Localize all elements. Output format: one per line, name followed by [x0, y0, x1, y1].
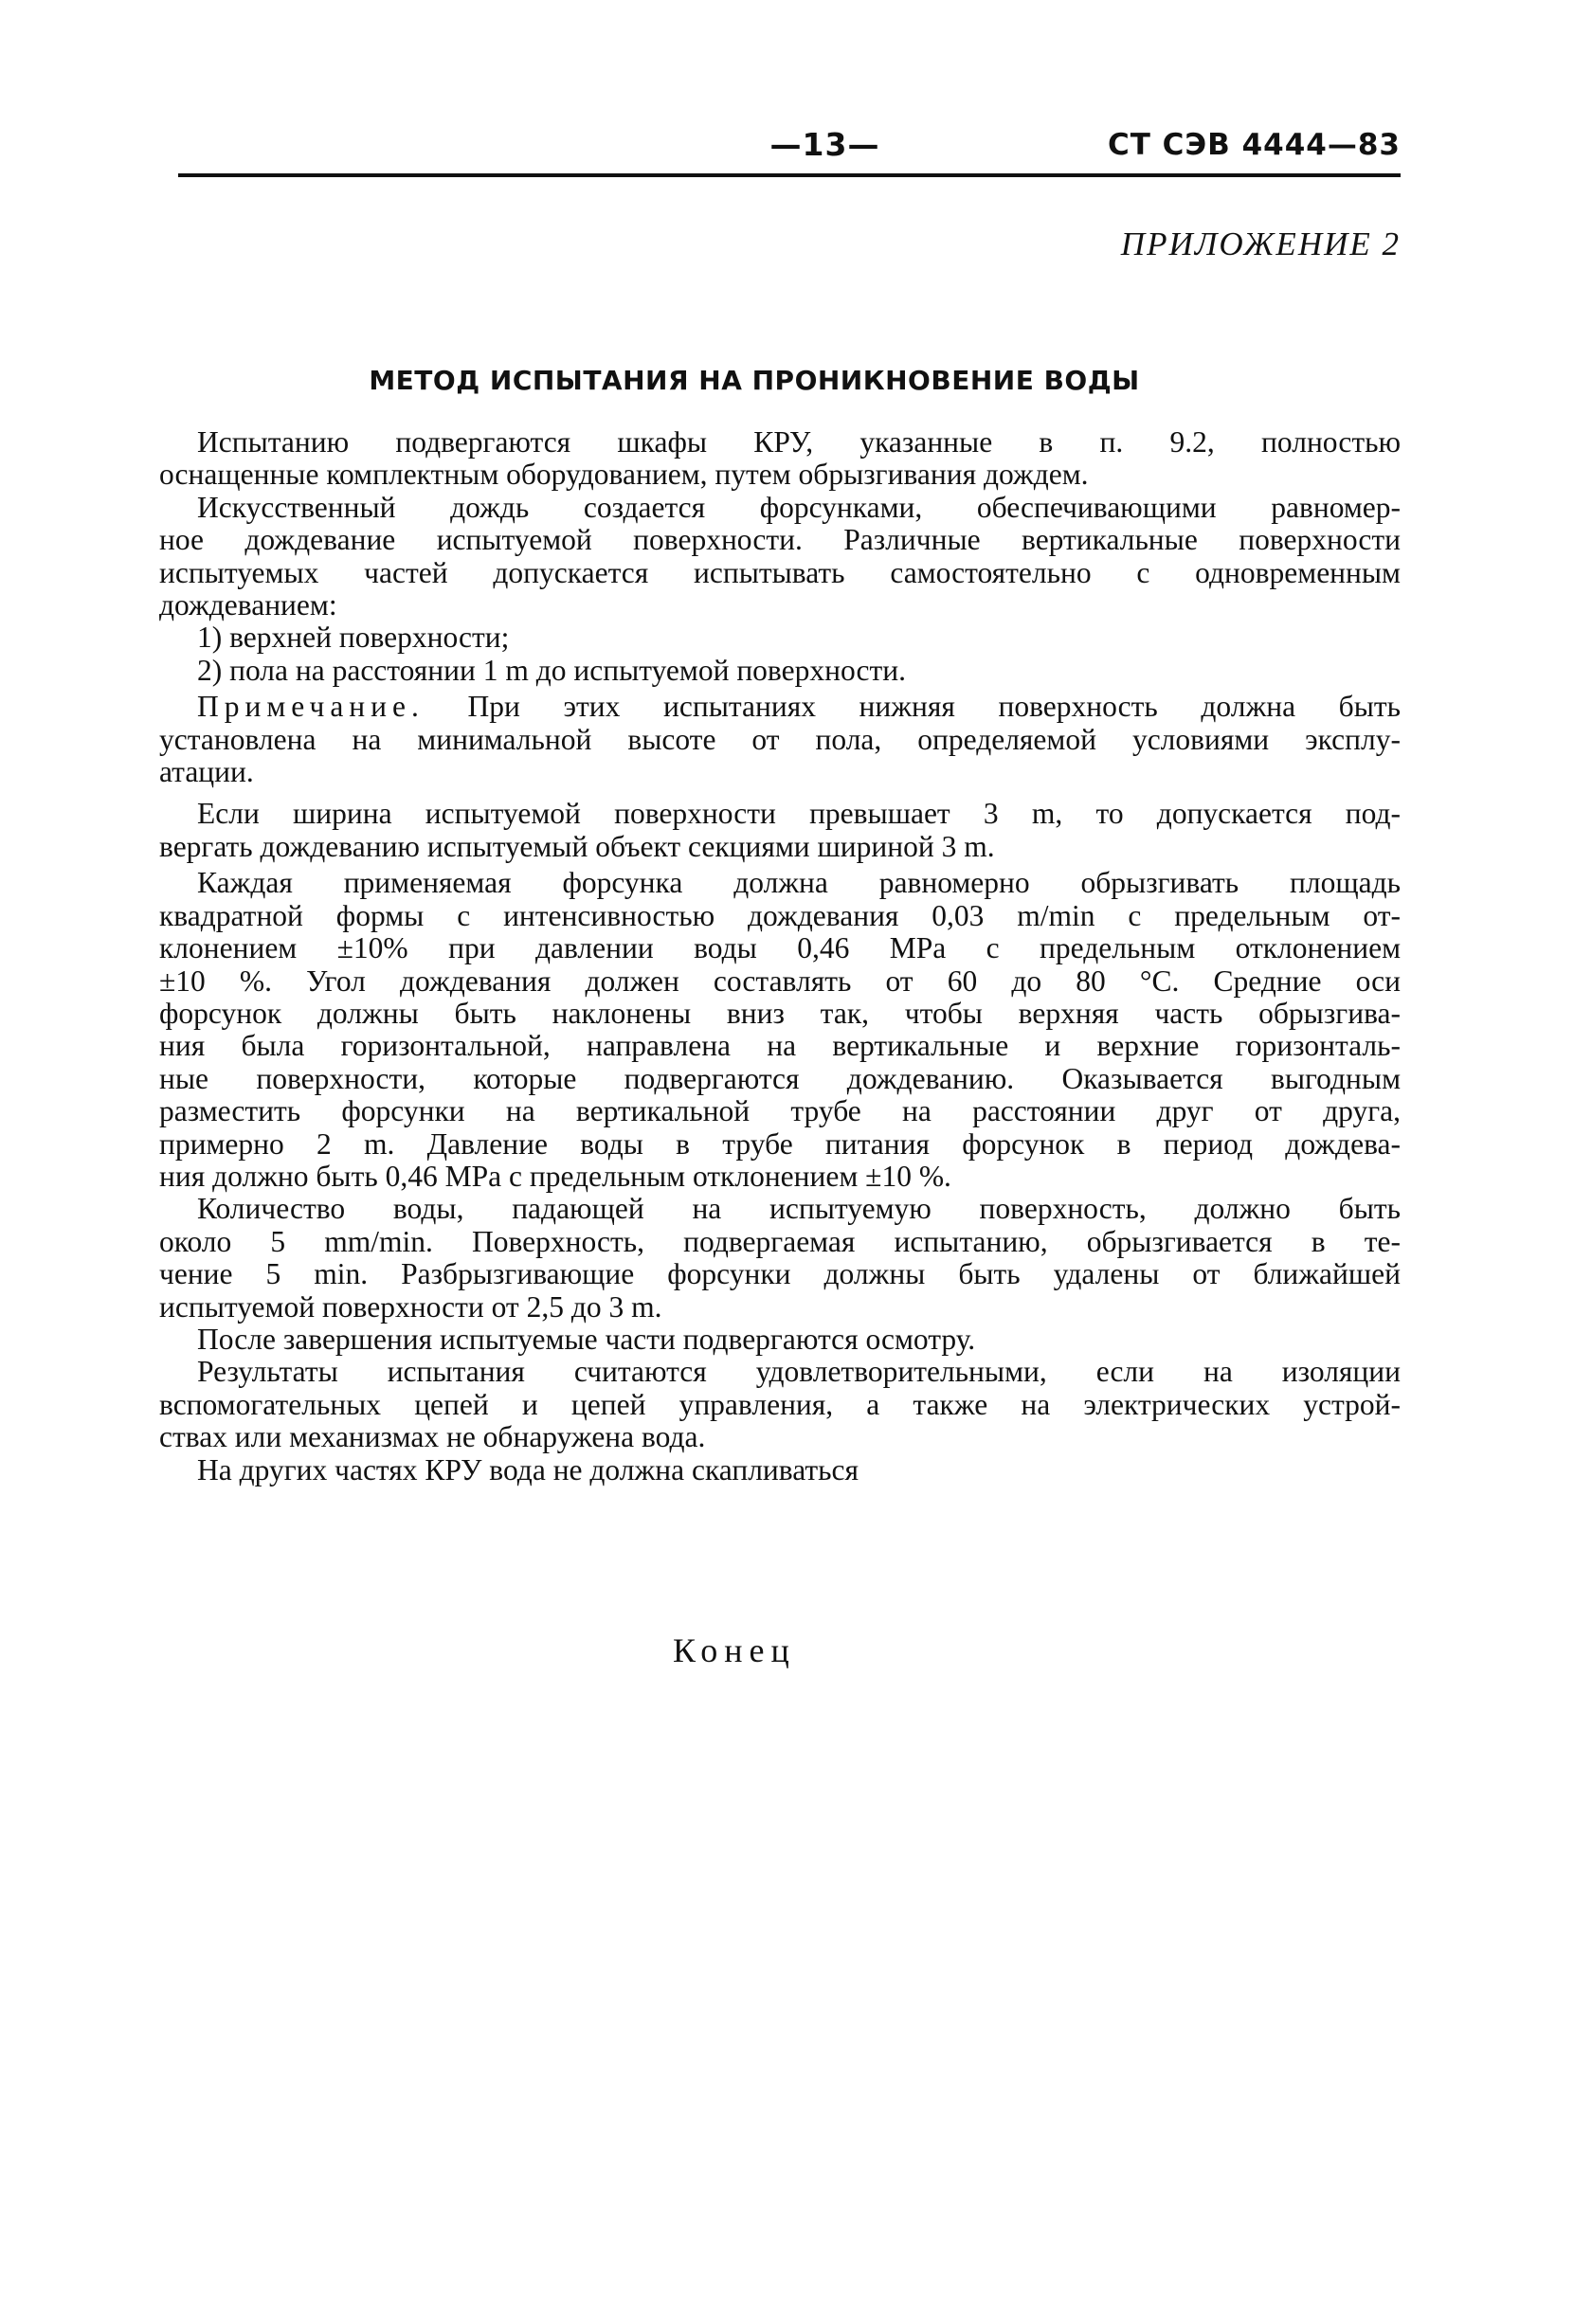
- text-line: После завершения испытуемые части подвергаются осмотру.: [197, 1322, 976, 1356]
- page-number: —13—: [769, 126, 880, 163]
- document-body: [159, 426, 1401, 1486]
- text-line: ния была горизонтальной, направлена на вертикальные и верхние горизонталь-: [159, 1029, 1401, 1063]
- text-line: атации.: [159, 755, 254, 789]
- text-line: вспомогательных цепей и цепей управления, а также на электрических устрой-: [159, 1387, 1401, 1421]
- text-line: форсунок должны быть наклонены вниз так, чтобы верхняя часть обрызгива-: [159, 996, 1401, 1030]
- note-first-line: [159, 691, 1401, 723]
- paragraph-7: [159, 1356, 1401, 1453]
- text-line: клонением ±10% при давлении воды 0,46 MPa с предельным отклонением: [159, 931, 1401, 965]
- numbered-list: [159, 622, 1401, 687]
- text-line: ния должно быть 0,46 MPa с предельным отклонением ±10 %.: [159, 1159, 951, 1193]
- text-line: установлена на минимальной высоте от пола, определяемой условиями эксплу-: [159, 722, 1401, 756]
- list-item: 2) пола на расстоянии 1 m до испытуемой поверхности.: [197, 653, 906, 687]
- text-line: дождеванием:: [159, 588, 337, 622]
- text-line: Каждая применяемая форсунка должна равномерно обрызгивать площадь: [197, 866, 1401, 900]
- text-line: испытуемых частей допускается испытывать самостоятельно с одновременным: [159, 555, 1401, 589]
- note-paragraph: [159, 691, 1401, 788]
- appendix-label: ПРИЛОЖЕНИЕ 2: [1120, 225, 1401, 262]
- note-text: При этих испытаниях нижняя поверхность должна быть: [467, 690, 1402, 724]
- text-line: разместить форсунки на вертикальной трубе на расстоянии друг от друга,: [159, 1094, 1401, 1128]
- paragraph-6: [159, 1324, 1401, 1356]
- text-line: На других частях КРУ вода не должна скапливаться: [197, 1452, 859, 1486]
- page-header: [178, 126, 1401, 173]
- text-line: ное дождевание испытуемой поверхности. Различные вертикальные поверхности: [159, 523, 1401, 557]
- text-line: около 5 mm/min. Поверхность, подвергаемая испытанию, обрызгивается в те-: [159, 1224, 1401, 1258]
- text-line: Испытанию подвергаются шкафы КРУ, указанные в п. 9.2, полностью: [197, 425, 1401, 459]
- paragraph-1: [159, 426, 1401, 492]
- text-line: ные поверхности, которые подвергаются дождеванию. Оказывается выгодным: [159, 1061, 1401, 1095]
- text-line: ±10 %. Угол дождевания должен составлять от 60 до 80 °С. Средние оси: [159, 964, 1401, 998]
- text-line: оснащенные комплектным оборудованием, путем обрызгивания дождем.: [159, 458, 1089, 492]
- text-line: квадратной формы с интенсивностью дождевания 0,03 m/min с предельным от-: [159, 898, 1401, 932]
- header-divider: [178, 173, 1401, 177]
- paragraph-8: [159, 1454, 1401, 1486]
- text-line: примерно 2 m. Давление воды в трубе питания форсунок в период дождева-: [159, 1126, 1401, 1161]
- text-line: вергать дождеванию испытуемый объект секциями шириной 3 m.: [159, 829, 995, 863]
- end-label: Конец: [673, 1631, 796, 1669]
- paragraph-4: [159, 867, 1401, 1193]
- text-line: чение 5 min. Разбрызгивающие форсунки должны быть удалены от ближайшей: [159, 1257, 1401, 1291]
- list-item: 1) верхней поверхности;: [197, 621, 510, 655]
- text-line: испытуемой поверхности от 2,5 до 3 m.: [159, 1289, 662, 1324]
- section-title: МЕТОД ИСПЫТАНИЯ НА ПРОНИКНОВЕНИЕ ВОДЫ: [369, 365, 1140, 396]
- paragraph-3: [159, 798, 1401, 863]
- paragraph-2: [159, 492, 1401, 622]
- text-line: Количество воды, падающей на испытуемую поверхность, должно быть: [197, 1192, 1401, 1226]
- text-line: Результаты испытания считаются удовлетворительными, если на изоляции: [197, 1355, 1401, 1389]
- standard-code: СТ СЭВ 4444—83: [1107, 128, 1401, 162]
- paragraph-5: [159, 1193, 1401, 1324]
- text-line: ствах или механизмах не обнаружена вода.: [159, 1420, 706, 1454]
- text-line: Искусственный дождь создается форсунками, обеспечивающими равномер-: [197, 490, 1401, 524]
- text-line: Если ширина испытуемой поверхности превышает 3 m, то допускается под-: [197, 797, 1401, 831]
- note-label: Примечание.: [197, 690, 425, 724]
